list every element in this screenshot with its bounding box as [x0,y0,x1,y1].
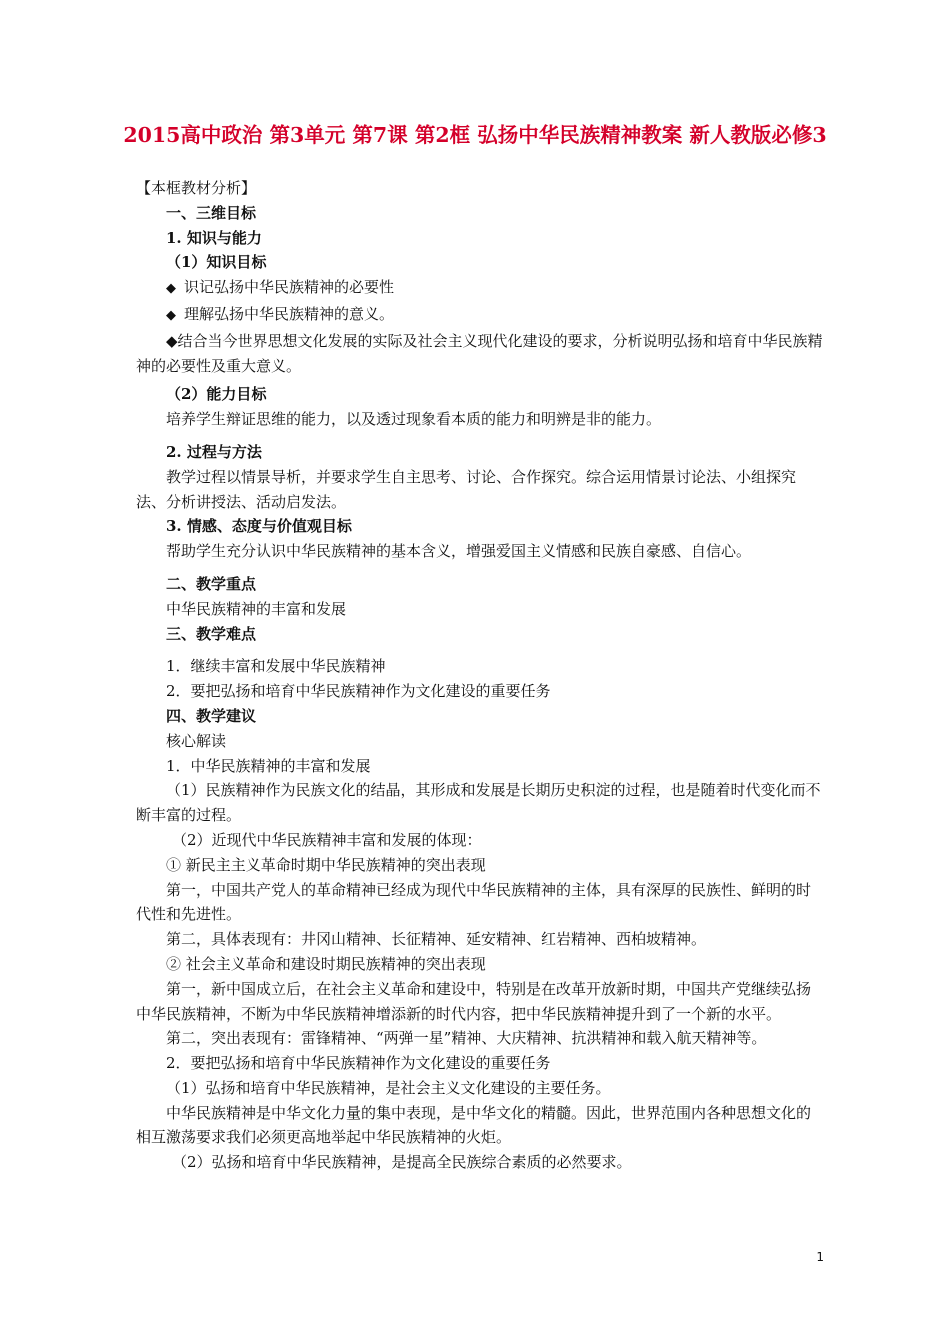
bullet-item: ◆ 识记弘扬中华民族精神的必要性 [166,278,395,297]
list-item: 2．要把弘扬和培育中华民族精神作为文化建设的重要任务 [166,682,551,701]
heading-knowledge-goal: （1）知识目标 [166,253,267,272]
paragraph: 培养学生辩证思维的能力，以及透过现象看本质的能力和明辨是非的能力。 [166,410,662,429]
bullet-item: ◆结合当今世界思想文化发展的实际及社会主义现代化建设的要求，分析说明弘扬和培育中华民族精神的必要性及重大意义。 [136,331,823,375]
paragraph: （1）弘扬和培育中华民族精神，是社会主义文化建设的主要任务。 [166,1078,611,1097]
paragraph: （1）民族精神作为民族文化的结晶，其形成和发展是长期历史积淀的过程，也是随着时代变化而不断丰富的过程。 [136,781,821,825]
heading-objectives: 一、三维目标 [166,203,257,222]
paragraph: 教学过程以情景导析，并要求学生自主思考、讨论、合作探究。综合运用情景讨论法、小组探究法、分析讲授法、活动启发法。 [136,467,797,511]
document-body [136,176,824,1175]
paragraph: 第二，突出表现有：雷锋精神、“两弹一星”精神、大庆精神、抗洪精神和载入航天精神等。 [166,1029,767,1048]
heading-process-method: 2. 过程与方法 [166,442,262,461]
section-header: 【本框教材分析】 [136,179,257,197]
paragraph: 第二，具体表现有：井冈山精神、长征精神、延安精神、红岩精神、西柏坡精神。 [166,930,707,949]
paragraph: （2）弘扬和培育中华民族精神，是提高全民族综合素质的必然要求。 [172,1153,632,1172]
paragraph: ② 社会主义革命和建设时期民族精神的突出表现 [166,954,486,973]
heading-ability-goal: （2）能力目标 [166,385,267,404]
heading-emotion: 3. 情感、态度与价值观目标 [166,517,352,536]
heading-difficulties: 三、教学难点 [166,624,257,643]
paragraph: （2）近现代中华民族精神丰富和发展的体现： [172,830,482,849]
heading-key-points: 二、教学重点 [166,574,257,593]
list-item: 1．继续丰富和发展中华民族精神 [166,657,386,676]
diamond-bullet-icon: ◆ [166,281,176,297]
heading-knowledge-ability: 1. 知识与能力 [166,228,262,247]
paragraph: 帮助学生充分认识中华民族精神的基本含义，增强爱国主义情感和民族自豪感、自信心。 [166,542,752,561]
core-reading: 核心解读 [166,731,227,750]
paragraph: ① 新民主主义革命时期中华民族精神的突出表现 [166,855,486,874]
paragraph: 第一，新中国成立后，在社会主义革命和建设中，特别是在改革开放新时期，中国共产党继续弘扬中华民族精神，不断为中华民族精神增添新的时代内容，把中华民族精神提升到了一个新的水平。 [136,979,812,1023]
paragraph: 中华民族精神是中华文化力量的集中表现，是中华文化的精髓。因此，世界范围内各种思想文化的相互激荡要求我们必须更高地举起中华民族精神的火炬。 [136,1103,812,1147]
diamond-bullet-icon: ◆ [166,307,176,323]
paragraph: 中华民族精神的丰富和发展 [166,599,347,618]
document-title: 2015高中政治 第3单元 第7课 第2框 弘扬中华民族精神教案 新人教版必修3 [123,123,827,147]
bullet-item: ◆ 理解弘扬中华民族精神的意义。 [166,304,395,323]
paragraph: 第一，中国共产党人的革命精神已经成为现代中华民族精神的主体，具有深厚的民族性、鲜明的时代性和先进性。 [136,880,812,924]
list-item: 2．要把弘扬和培育中华民族精神作为文化建设的重要任务 [166,1054,551,1073]
page-number: 1 [816,1250,824,1264]
heading-suggestions: 四、教学建议 [166,706,257,725]
diamond-bullet-icon: ◆ [166,331,178,350]
list-item: 1．中华民族精神的丰富和发展 [166,756,371,775]
